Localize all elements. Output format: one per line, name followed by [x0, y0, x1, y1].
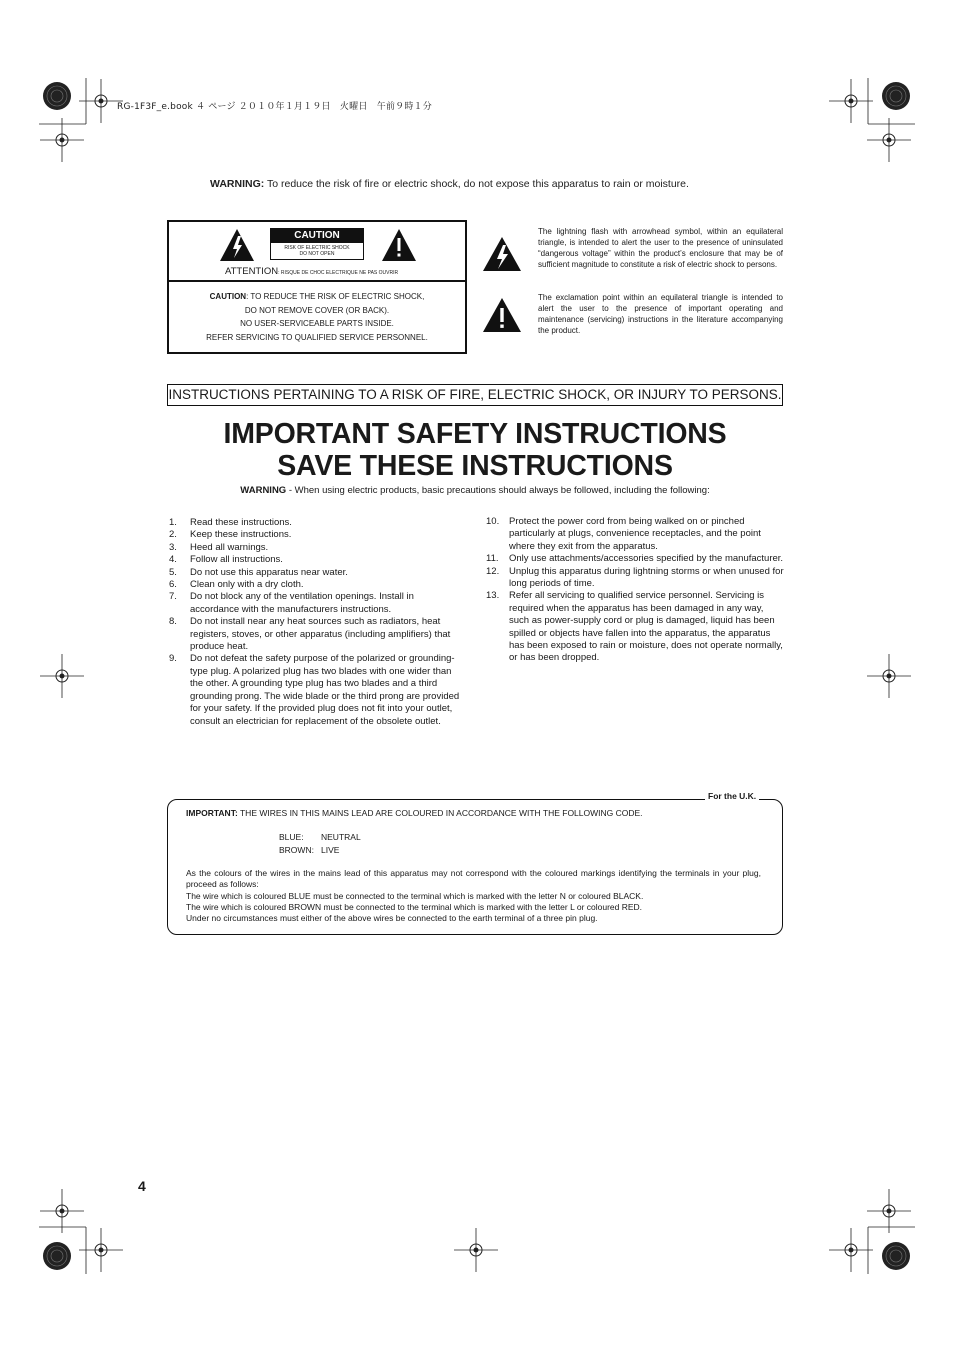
- list-item: 6. Clean only with a dry cloth.: [169, 579, 304, 591]
- caution-label: CAUTION: [209, 292, 247, 301]
- registration-star-icon: [43, 82, 71, 110]
- list-item: 11. Only use attachments/accessories specified by the manufacturer.: [486, 553, 784, 565]
- caution-line4: REFER SERVICING TO QUALIFIED SERVICE PERSONNEL.: [206, 332, 428, 342]
- exclamation-symbol-icon: [482, 297, 522, 333]
- caution-badge-sub: [271, 243, 363, 257]
- crosshair-icon: [829, 79, 873, 123]
- caution-box: [167, 220, 467, 354]
- uk-para2: The wire which is coloured BLUE must be connected to the terminal which is marked with the letter N or coloured BLACK.: [186, 890, 644, 901]
- lightning-symbol-icon: [482, 236, 522, 272]
- instructions-bar: INSTRUCTIONS PERTAINING TO A RISK OF FIRE, ELECTRIC SHOCK, OR INJURY TO PERSONS.: [167, 384, 783, 406]
- crosshair-icon: [829, 1228, 873, 1272]
- uk-wire-blue: [279, 832, 361, 843]
- caution-line1: : TO REDUCE THE RISK OF ELECTRIC SHOCK,: [246, 292, 425, 301]
- blue-label: BLUE:: [279, 832, 304, 842]
- sub-warning-text: - When using electric products, basic precautions should always be followed, including the following:: [286, 485, 710, 496]
- title-line1: IMPORTANT SAFETY INSTRUCTIONS: [223, 418, 727, 450]
- list-item: 1. Read these instructions.: [169, 517, 292, 528]
- uk-para4: Under no circumstances must either of the above wires be connected to the earth terminal of a three pin plug.: [186, 913, 598, 924]
- list-item: 2. Keep these instructions.: [169, 529, 292, 541]
- uk-important-label: IMPORTANT:: [186, 808, 238, 818]
- crosshair-icon: [867, 1189, 911, 1233]
- list-item: 10. Protect the power cord from being walked on or pinched particularly at plugs, convenience receptacles, and the point where they exit from the apparatus.: [486, 516, 761, 552]
- list-item: 9. Do not defeat the safety purpose of the polarized or grounding-type plug. A polarized plug has two blades with one wider than the other. A grounding type plug has two blades and a third grounding prong. The wide blade or the third prong are provided for your safety. If the provided plug does not fit into your outlet, consult an electrician for replacement of the obsolete outlet.: [169, 653, 460, 727]
- list-item: 8. Do not install near any heat sources such as radiators, heat registers, stoves, or other apparatus (including amplifiers) that produce heat.: [169, 616, 451, 653]
- title-line2: SAVE THESE INSTRUCTIONS: [277, 450, 673, 482]
- registration-star-icon: [882, 1242, 910, 1270]
- blue-value: NEUTRAL: [321, 832, 361, 842]
- list-item: 4. Follow all instructions.: [169, 554, 283, 566]
- top-warning-label: WARNING:: [210, 178, 265, 190]
- caution-line3: NO USER-SERVICEABLE PARTS INSIDE.: [240, 319, 394, 329]
- list-item: 12. Unplug this apparatus during lightning storms or when unused for long periods of time.: [486, 565, 784, 590]
- caution-badge-sub1: RISK OF ELECTRIC SHOCK: [284, 245, 350, 251]
- attention-small: : RISQUE DE CHOC ELECTRIQUE NE PAS OUVRIR: [278, 270, 399, 276]
- list-item: 13. Refer all servicing to qualified service personnel. Servicing is required when the apparatus has been damaged in any way, such as power-supply cord or plug is damaged, liquid has been spilled or objects have fallen into the apparatus, the apparatus has been exposed to rain or moisture, does not operate normally, or has been dropped.: [486, 590, 783, 664]
- instructions-list-left: [169, 517, 463, 728]
- crosshair-icon: [867, 118, 911, 162]
- lightning-triangle-icon: [219, 228, 255, 262]
- uk-label: For the U.K.: [705, 791, 759, 801]
- caution-badge-sub2: DO NOT OPEN: [299, 251, 335, 257]
- attention-line: [225, 266, 398, 277]
- crosshair-icon: [867, 654, 911, 698]
- uk-para3: The wire which is coloured BROWN must be connected to the terminal which is marked with the letter L or coloured RED.: [186, 901, 643, 912]
- top-warning-text: To reduce the risk of fire or electric shock, do not expose this apparatus to rain or moisture.: [264, 178, 689, 190]
- uk-para1: As the colours of the wires in the mains lead of this apparatus may not correspond with the coloured markings identifying the terminals in your plug, proceed as follows:: [186, 868, 761, 890]
- caution-upper-panel: [169, 222, 465, 282]
- page-number: 4: [138, 1178, 146, 1194]
- uk-paragraphs: [186, 868, 761, 924]
- list-item: 3. Heed all warnings.: [169, 541, 269, 553]
- attention-label: ATTENTION: [225, 266, 279, 277]
- sub-warning-label: WARNING: [240, 485, 287, 496]
- list-item: 7. Do not block any of the ventilation openings. Install in accordance with the manufacturers instructions.: [169, 591, 414, 615]
- top-warning: [210, 178, 689, 190]
- crosshair-icon: [40, 654, 84, 698]
- crosshair-icon: [40, 1189, 84, 1233]
- instructions-list-right: [488, 516, 784, 665]
- uk-important-text: THE WIRES IN THIS MAINS LEAD ARE COLOURED IN ACCORDANCE WITH THE FOLLOWING CODE.: [237, 808, 643, 818]
- list-item: 5. Do not use this apparatus near water.: [169, 566, 348, 578]
- crosshair-icon: [454, 1228, 498, 1272]
- caution-badge: [270, 228, 364, 260]
- lightning-explanation: The lightning flash with arrowhead symbol, within an equilateral triangle, is intended to alert the user to the presence of uninsulated “dangerous voltage” within the product’s enclosure that may be of sufficient magnitude to constitute a risk of electric shock to persons.: [538, 227, 783, 269]
- crosshair-icon: [40, 118, 84, 162]
- registration-star-icon: [882, 82, 910, 110]
- file-header: RG-1F3F_e.book ４ ページ ２０１０年１月１９日 火曜日 午前９時１分: [117, 102, 432, 112]
- caution-badge-title: CAUTION: [271, 229, 363, 243]
- exclamation-triangle-icon: [381, 228, 417, 262]
- uk-wire-brown: [279, 845, 339, 856]
- exclamation-explanation: The exclamation point within an equilateral triangle is intended to alert the user to the presence of important operating and maintenance (servicing) instructions in the literature accompanying the product.: [538, 293, 783, 335]
- caution-lower-panel: [169, 284, 465, 344]
- caution-line2: DO NOT REMOVE COVER (OR BACK).: [244, 305, 390, 315]
- registration-star-icon: [43, 1242, 71, 1270]
- brown-value: LIVE: [321, 845, 340, 855]
- sub-warning: [167, 485, 783, 496]
- brown-label: BROWN:: [279, 845, 314, 855]
- uk-important: [186, 808, 643, 819]
